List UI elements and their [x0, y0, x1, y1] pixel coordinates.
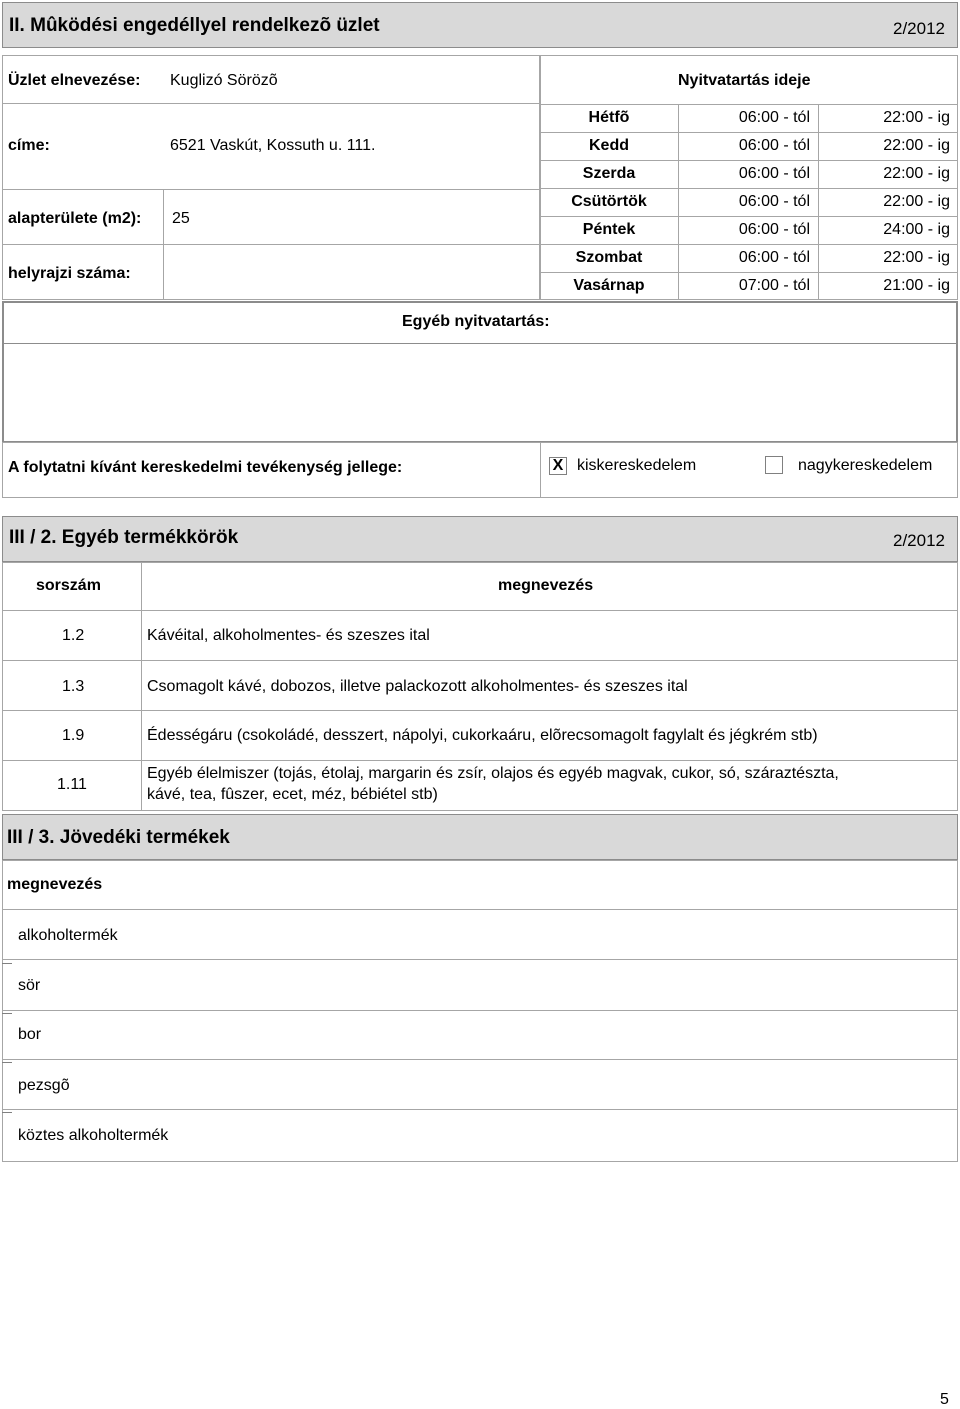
table-row-number: 1.9: [62, 727, 85, 744]
closing-time: 22:00 - ig: [883, 249, 950, 266]
retail-checkbox[interactable]: X: [549, 457, 567, 475]
opening-time: 06:00 - tól: [738, 109, 810, 126]
section-title: II. Mûködési engedéllyel rendelkezõ üzlet: [9, 15, 380, 36]
weekday-label: Péntek: [582, 221, 636, 238]
opening-time: 06:00 - tól: [738, 165, 810, 182]
col-header-name: megnevezés: [498, 577, 594, 594]
other-hours-label: Egyéb nyitvatartás:: [402, 313, 550, 330]
opening-time: 06:00 - tól: [738, 193, 810, 210]
closing-time: 24:00 - ig: [883, 221, 950, 238]
table-row-name: Édességáru (csokoládé, desszert, nápolyi, cukorkaáru, elõrecsomagolt fagylalt és jégkrém stb): [147, 727, 818, 744]
activity-label: A folytatni kívánt kereskedelmi tevékenység jellege:: [8, 459, 403, 476]
opening-time: 06:00 - tól: [738, 249, 810, 266]
closing-time: 22:00 - ig: [883, 109, 950, 126]
shop-info-block: [2, 55, 540, 300]
excise-col-header: megnevezés: [7, 876, 103, 893]
weekday-label: Szombat: [575, 249, 643, 266]
row-marker: [2, 1112, 12, 1113]
table-row-number: 1.3: [62, 678, 85, 695]
wholesale-checkbox[interactable]: [765, 456, 783, 474]
address-label: címe:: [8, 137, 50, 154]
table-row-name-line2: kávé, tea, fûszer, ecet, méz, bébiétel stb): [147, 786, 438, 803]
closing-time: 22:00 - ig: [883, 165, 950, 182]
area-value: 25: [172, 210, 190, 227]
col-header-number: sorszám: [36, 577, 101, 594]
table-row-number: 1.11: [57, 776, 87, 793]
closing-time: 22:00 - ig: [883, 193, 950, 210]
other-products-header: [2, 516, 958, 562]
other-products-title: III / 2. Egyéb termékkörök: [9, 527, 239, 548]
page-number: 5: [940, 1391, 949, 1408]
excise-item: sör: [18, 977, 41, 994]
closing-time: 21:00 - ig: [883, 277, 950, 294]
excise-products-header: [2, 814, 958, 860]
section-date: 2/2012: [893, 19, 945, 38]
excise-item: bor: [18, 1026, 42, 1043]
row-marker: [2, 1013, 12, 1014]
table-row-number: 1.2: [62, 627, 85, 644]
retail-label: kiskereskedelem: [577, 457, 697, 474]
opening-time: 06:00 - tól: [738, 221, 810, 238]
opening-time: 07:00 - tól: [738, 277, 810, 294]
other-products-date: 2/2012: [893, 531, 945, 550]
closing-time: 22:00 - ig: [883, 137, 950, 154]
address-value: 6521 Vaskút, Kossuth u. 111.: [170, 137, 376, 154]
weekday-label: Szerda: [582, 165, 636, 182]
excise-item: pezsgõ: [18, 1077, 70, 1094]
row-marker: [2, 1062, 12, 1063]
weekday-label: Vasárnap: [573, 277, 645, 294]
excise-item: köztes alkoholtermék: [18, 1127, 169, 1144]
excise-products-title: III / 3. Jövedéki termékek: [7, 827, 230, 848]
shop-name-label: Üzlet elnevezése:: [8, 72, 141, 89]
excise-table: [2, 860, 958, 1162]
section-header: [2, 2, 958, 48]
weekday-label: Kedd: [589, 137, 629, 154]
wholesale-label: nagykereskedelem: [798, 457, 933, 474]
excise-item: alkoholtermék: [18, 927, 118, 944]
shop-name-value: Kuglizó Sörözõ: [170, 72, 278, 89]
opening-time: 06:00 - tól: [738, 137, 810, 154]
table-row-name-line1: Egyéb élelmiszer (tojás, étolaj, margarin és zsír, olajos és egyéb magvak, cukor, só, száraztészta,: [147, 765, 839, 782]
opening-hours-title: Nyitvatartás ideje: [678, 72, 811, 89]
area-label: alapterülete (m2):: [8, 210, 142, 227]
row-marker: [2, 963, 12, 964]
weekday-label: Hétfõ: [588, 109, 630, 126]
parcel-label: helyrajzi száma:: [8, 265, 131, 282]
table-row-name: Csomagolt kávé, dobozos, illetve palackozott alkoholmentes- és szeszes ital: [147, 678, 688, 695]
weekday-label: Csütörtök: [571, 193, 647, 210]
table-row-name: Kávéital, alkoholmentes- és szeszes ital: [147, 627, 430, 644]
